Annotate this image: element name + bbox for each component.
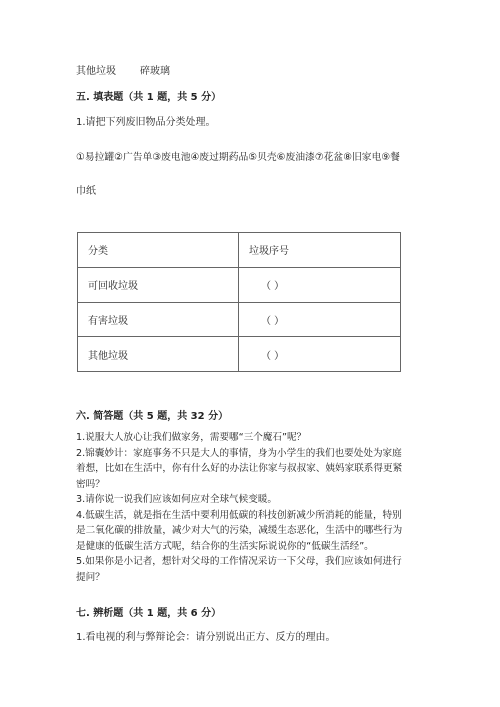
question-line: 4.低碳生活，就是指在生活中要利用低碳的科技创新减少所消耗的能量，特别 <box>76 509 402 521</box>
table-cell-category: 其他垃圾 <box>78 337 239 372</box>
section-title-short-answer: 六. 简答题（共 5 题，共 32 分） <box>76 411 229 422</box>
section-title-debate: 七. 辨析题（共 1 题，共 6 分） <box>76 608 222 619</box>
answer-blank[interactable]: （ ） <box>239 337 401 372</box>
question-line: 3.请你说一说我们应该如何应对全球气候变暖。 <box>76 494 278 505</box>
items-list-line1: ①易拉罐②广告单③废电池④废过期药品⑤贝壳⑥废油漆⑦花盆⑧旧家电⑨餐 <box>76 152 400 163</box>
garbage-item-other: 其他垃圾 <box>76 66 116 77</box>
items-list-line2: 巾纸 <box>76 186 96 197</box>
table-cell-category: 有害垃圾 <box>78 302 239 337</box>
question-line: 密吗？ <box>76 478 105 490</box>
table-row <box>78 267 401 302</box>
table-row <box>78 302 401 337</box>
table-row <box>78 337 401 372</box>
question-line: 是二氧化碳的排放量，减少对大气的污染，减缓生态恶化，生活中的哪些行为 <box>76 525 403 536</box>
question-line: 提问？ <box>76 571 105 583</box>
short-answer-questions <box>76 430 426 585</box>
answer-blank[interactable]: （ ） <box>239 267 401 302</box>
answer-blank[interactable]: （ ） <box>239 302 401 337</box>
classification-table <box>77 232 401 372</box>
question-line: 2.锦囊妙计：家庭事务不只是大人的事情，身为小学生的我们也要处处为家庭 <box>76 447 402 459</box>
question-text: 1.请把下列废旧物品分类处理。 <box>76 117 216 128</box>
question-line: 1.说服大人放心让我们做家务，需要哪“三个魔石”呢？ <box>76 432 307 443</box>
garbage-item-glass: 碎玻璃 <box>140 66 170 77</box>
section-title-fill-table: 五. 填表题（共 1 题，共 5 分） <box>76 92 222 103</box>
top-line <box>76 62 170 77</box>
debate-question: 1.看电视的利与弊辩论会：请分别说出正方、反方的理由。 <box>76 632 336 643</box>
question-line: 5.如果你是小记者，想针对父母的工作情况采访一下父母，我们应该如何进行 <box>76 556 402 567</box>
table-header-category: 分类 <box>78 233 239 268</box>
question-line: 着想，比如在生活中，你有什么好的办法让你家与叔叔家、姨妈家联系得更紧 <box>76 463 403 474</box>
table-cell-category: 可回收垃圾 <box>78 267 239 302</box>
table-header-row <box>78 233 401 268</box>
question-line: 是健康的低碳生活方式呢，结合你的生活实际说说你的“低碳生活经”。 <box>76 540 374 552</box>
table-header-number: 垃圾序号 <box>239 233 401 268</box>
